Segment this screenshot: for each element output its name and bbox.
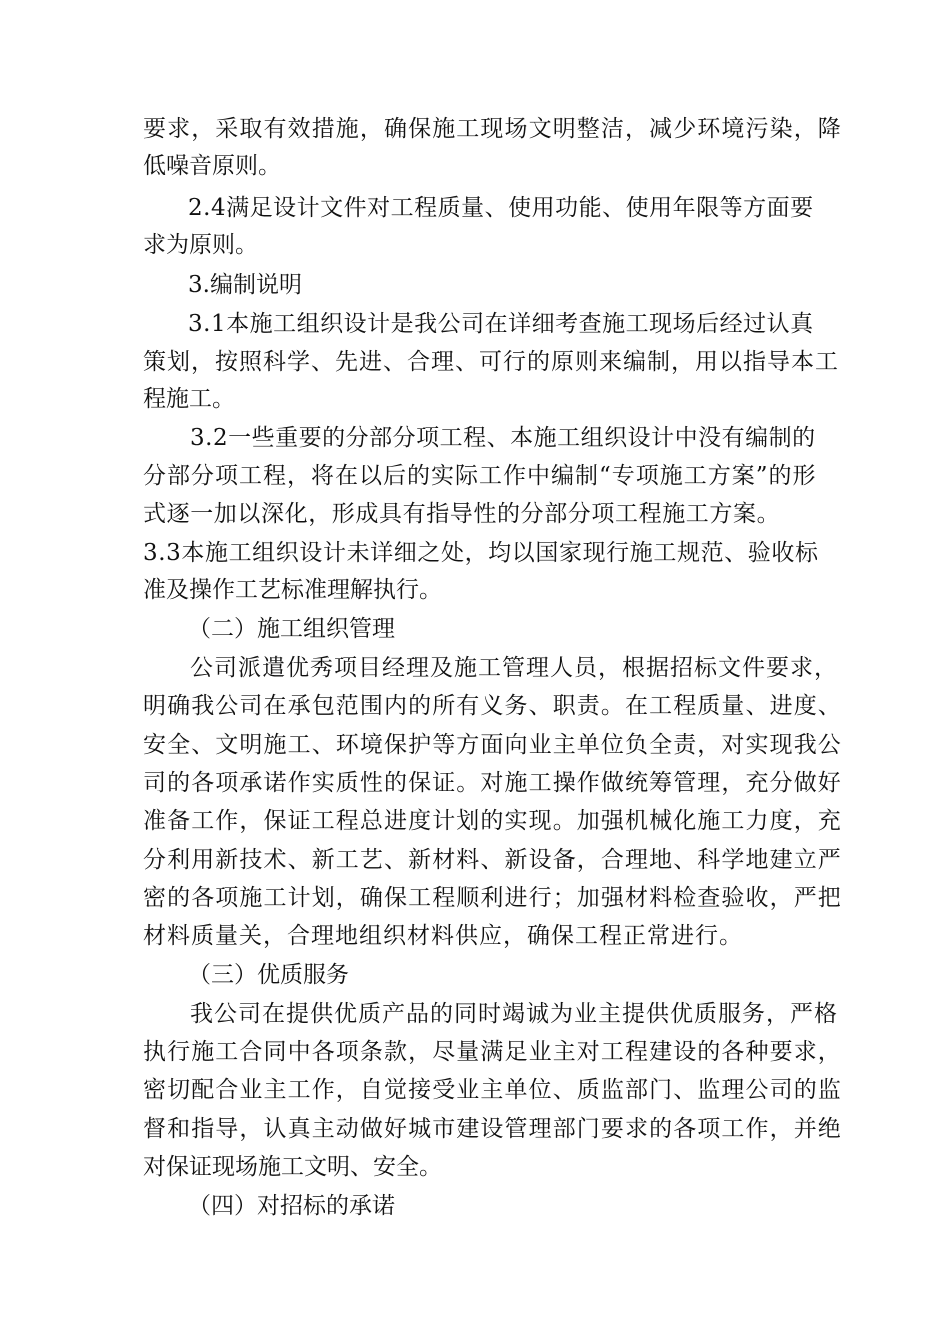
paragraph-line: 准备工作，保证工程总进度计划的实现。加强机械化施工力度，充 <box>143 808 842 834</box>
paragraph-line: 2.4满足设计文件对工程质量、使用功能、使用年限等方面要 <box>188 195 814 221</box>
section-heading: 3.编制说明 <box>188 272 302 298</box>
paragraph-line: 策划，按照科学、先进、合理、可行的原则来编制，用以指导本工 <box>143 349 839 375</box>
section-heading: （三）优质服务 <box>188 962 349 988</box>
paragraph-line: 式逐一加以深化，形成具有指导性的分部分项工程施工方案。 <box>143 501 781 527</box>
paragraph-line: 密切配合业主工作，自觉接受业主单位、质监部门、监理公司的监 <box>143 1077 842 1103</box>
paragraph-line: 安全、文明施工、环境保护等方面向业主单位负全责，对实现我公 <box>143 732 842 758</box>
paragraph-line: 我公司在提供优质产品的同时竭诚为业主提供优质服务，严格 <box>190 1001 838 1027</box>
section-heading: （四）对招标的承诺 <box>188 1193 395 1219</box>
paragraph-line: 要求，采取有效措施，确保施工现场文明整洁，减少环境污染，降 <box>143 116 842 142</box>
paragraph-line: 督和指导，认真主动做好城市建设管理部门要求的各项工作，并绝 <box>143 1116 842 1142</box>
paragraph-line: 分利用新技术、新工艺、新材料、新设备，合理地、科学地建立严 <box>143 847 842 873</box>
paragraph-line: 程施工。 <box>143 386 235 412</box>
paragraph-line: 公司派遣优秀项目经理及施工管理人员，根据招标文件要求， <box>190 655 838 681</box>
paragraph-line: 3.3本施工组织设计未详细之处，均以国家现行施工规范、验收标 <box>143 540 819 566</box>
paragraph-line: 3.1本施工组织设计是我公司在详细考查施工现场后经过认真 <box>188 311 814 337</box>
paragraph-line: 对保证现场施工文明、安全。 <box>143 1154 442 1180</box>
paragraph-line: 执行施工合同中各项条款，尽量满足业主对工程建设的各种要求， <box>143 1039 842 1065</box>
paragraph-line: 低噪音原则。 <box>143 153 281 179</box>
paragraph-line: 明确我公司在承包范围内的所有义务、职责。在工程质量、进度、 <box>143 693 842 719</box>
paragraph-line: 准及操作工艺标准理解执行。 <box>143 577 442 603</box>
section-heading: （二）施工组织管理 <box>188 616 395 642</box>
paragraph-line: 求为原则。 <box>143 232 258 258</box>
paragraph-line: 3.2一些重要的分部分项工程、本施工组织设计中没有编制的 <box>190 425 816 451</box>
paragraph-line: 司的各项承诺作实质性的保证。对施工操作做统筹管理，充分做好 <box>143 770 842 796</box>
paragraph-line: 分部分项工程，将在以后的实际工作中编制“专项施工方案”的形 <box>143 463 817 489</box>
paragraph-line: 材料质量关，合理地组织材料供应，确保工程正常进行。 <box>143 923 743 949</box>
paragraph-line: 密的各项施工计划，确保工程顺利进行；加强材料检查验收，严把 <box>143 885 842 911</box>
